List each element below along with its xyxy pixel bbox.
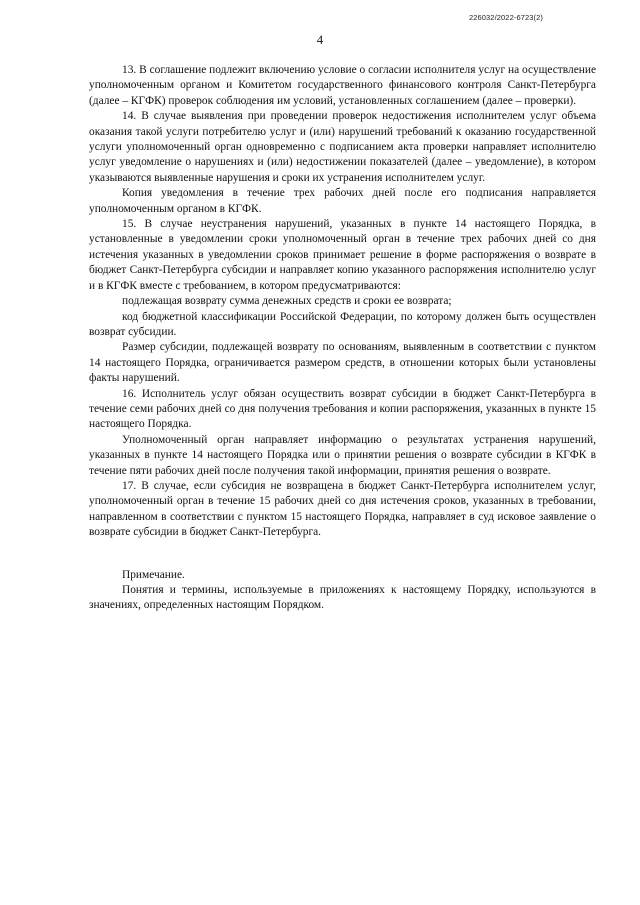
note-title: Примечание. <box>122 568 185 581</box>
page-number: 4 <box>316 33 324 47</box>
document-id: 226032/2022-6723(2) <box>468 13 543 22</box>
paragraph-16-info: Уполномоченный орган направляет информацию о результатах устранения нарушений, указанных в пункте 14 настоящего Порядка или о принятии решения о возврате субсидии в КГФК в течение пяти рабочих дней после получения такой информации, принятия решения о возврате. <box>89 433 596 477</box>
note-text: Понятия и термины, используемые в приложениях к настоящему Порядку, используются в значениях, определенных настоящим Порядком. <box>89 584 596 612</box>
paragraph-16: 16. Исполнитель услуг обязан осуществить возврат субсидии в бюджет Санкт-Петербурга в течение семи рабочих дней со дня получения требования и копии распоряжения, указанных в пункте 15 настоящего Порядка. <box>89 387 596 431</box>
paragraph-14: 14. В случае выявления при проведении проверок недостижения исполнителем услуг объема оказания такой услуги потребителю услуг и (или) нарушений требований к оказанию государственной услуги уполномоченный орган одновременно с подписанием акта проверки направляет исполнителю услуг уведомление о нарушениях и (или) недостижении показателей (далее – уведомление), в котором указываются выявленные нарушения и сроки их устранения исполнителем услуг. <box>89 110 596 184</box>
paragraph-15: 15. В случае неустранения нарушений, указанных в пункте 14 настоящего Порядка, в установленные в уведомлении сроки уполномоченный орган в течение трех рабочих дней со дня истечения указанных в уведомлении сроков принимает решение в форме распоряжения о возврате в бюджет Санкт-Петербурга субсидии и направляет копию указанного распоряжения исполнителю услуг и в КГФК вместе с требованием, в котором предусматриваются: <box>89 218 596 292</box>
spacer <box>89 541 596 568</box>
paragraph-13: 13. В соглашение подлежит включению условие о согласии исполнителя услуг на осуществление уполномоченным органом и Комитетом государственного финансового контроля Санкт-Петербурга (далее – КГФК) проверок соблюдения им условий, установленных соглашением (далее – проверки). <box>89 64 596 107</box>
paragraph-15-amount: Размер субсидии, подлежащей возврату по основаниям, выявленным в соответствии с пунктом 14 настоящего Порядка, ограничивается размером средств, в отношении которых были установлены факты нарушений. <box>89 341 596 385</box>
document-body <box>89 63 596 614</box>
paragraph-17: 17. В случае, если субсидия не возвращена в бюджет Санкт-Петербурга исполнителем услуг, уполномоченный орган в течение 15 рабочих дней со дня истечения сроков, указанных в требовании, направленном в соответствии с пунктом 15 настоящего Порядка, направляет в суд исковое заявление о возврате субсидии в бюджет Санкт-Петербурга. <box>89 479 596 539</box>
paragraph-15-item-2: код бюджетной классификации Российской Федерации, по которому должен быть осуществлен возврат субсидии. <box>89 310 596 338</box>
paragraph-14-copy: Копия уведомления в течение трех рабочих дней после его подписания направляется уполномоченным органом в КГФК. <box>89 187 596 215</box>
paragraph-15-item-1: подлежащая возврату сумма денежных средств и сроки ее возврата; <box>122 295 452 308</box>
